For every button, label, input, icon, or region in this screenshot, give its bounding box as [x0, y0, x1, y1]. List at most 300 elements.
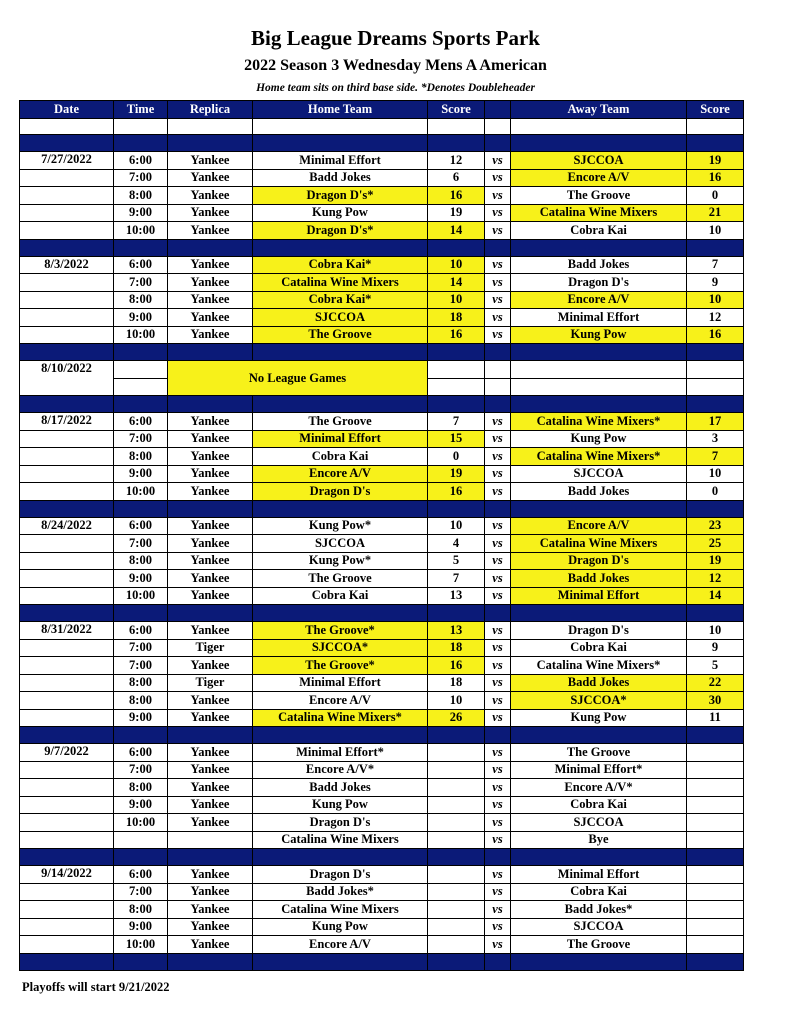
away-team: Kung Pow: [511, 430, 687, 448]
away-score: 9: [687, 274, 744, 292]
page-note: Home team sits on third base side. *Denotes Doubleheader: [256, 82, 535, 94]
away-score: 12: [687, 570, 744, 588]
table-row: [20, 152, 744, 170]
separator-cell: [687, 605, 744, 622]
game-time: 9:00: [114, 570, 168, 588]
blank-cell: [20, 639, 114, 657]
footer-note: Playoffs will start 9/21/2022: [22, 980, 170, 994]
table-row: [20, 483, 744, 501]
blank-cell: [20, 779, 114, 797]
game-replica: Yankee: [168, 622, 253, 640]
separator-cell: [687, 500, 744, 517]
away-score: [687, 761, 744, 779]
blank-cell: [20, 814, 114, 832]
vs-label: vs: [485, 222, 511, 240]
separator-cell: [168, 953, 253, 970]
away-team: Encore A/V: [511, 517, 687, 535]
table-row: [20, 779, 744, 797]
table-row: [20, 761, 744, 779]
away-score: [687, 901, 744, 919]
home-team: Minimal Effort: [253, 430, 428, 448]
separator-cell: [687, 344, 744, 361]
game-date: 8/17/2022: [20, 413, 114, 431]
game-time: 7:00: [114, 657, 168, 675]
game-time: 6:00: [114, 413, 168, 431]
vs-label: vs: [485, 744, 511, 762]
away-score: 5: [687, 657, 744, 675]
away-score: 16: [687, 169, 744, 187]
game-replica: Yankee: [168, 570, 253, 588]
col-home-team-header: Home Team: [253, 101, 428, 119]
blank-cell: [20, 291, 114, 309]
game-time: 6:00: [114, 744, 168, 762]
game-time: 9:00: [114, 918, 168, 936]
separator-cell: [20, 500, 114, 517]
blank-cell: [20, 674, 114, 692]
separator-cell: [114, 500, 168, 517]
home-score: 19: [428, 465, 485, 483]
separator-cell: [687, 953, 744, 970]
separator-cell: [511, 344, 687, 361]
vs-label: vs: [485, 517, 511, 535]
table-row: [20, 866, 744, 884]
blank-cell: [20, 169, 114, 187]
vs-label: vs: [485, 552, 511, 570]
separator-cell: [485, 396, 511, 413]
vs-label: vs: [485, 570, 511, 588]
separator-cell: [428, 396, 485, 413]
home-team: Badd Jokes: [253, 779, 428, 797]
home-team: Dragon D's*: [253, 187, 428, 205]
table-row: [20, 674, 744, 692]
table-row: [20, 657, 744, 675]
game-date: 8/10/2022: [20, 361, 114, 396]
page-title: Big League Dreams Sports Park: [251, 26, 540, 50]
away-team: Minimal Effort: [511, 587, 687, 605]
home-score: 10: [428, 256, 485, 274]
away-score: [687, 814, 744, 832]
home-score: [428, 814, 485, 832]
home-team: Kung Pow: [253, 796, 428, 814]
blank-cell: [20, 796, 114, 814]
week-separator: [20, 344, 744, 361]
table-row: [20, 291, 744, 309]
separator-cell: [428, 849, 485, 866]
game-replica: Yankee: [168, 448, 253, 466]
vs-label: vs: [485, 448, 511, 466]
blank-cell: [20, 587, 114, 605]
home-score: [428, 866, 485, 884]
vs-label: vs: [485, 535, 511, 553]
home-score: [428, 779, 485, 797]
table-row: [20, 361, 744, 379]
table-row: [20, 901, 744, 919]
away-team: Badd Jokes: [511, 570, 687, 588]
game-replica: Yankee: [168, 169, 253, 187]
away-score: 12: [687, 309, 744, 327]
col-away-score-header: Score: [687, 101, 744, 119]
table-row: [20, 465, 744, 483]
table-row: [20, 309, 744, 327]
vs-label: vs: [485, 918, 511, 936]
home-team: Minimal Effort: [253, 674, 428, 692]
col-vs-header: [485, 101, 511, 119]
away-score: [687, 866, 744, 884]
separator-cell: [428, 135, 485, 152]
separator-cell: [511, 727, 687, 744]
blank-cell: [168, 119, 253, 135]
separator-cell: [687, 727, 744, 744]
vs-label: vs: [485, 779, 511, 797]
vs-label: vs: [485, 866, 511, 884]
page-subtitle: 2022 Season 3 Wednesday Mens A American: [244, 57, 547, 74]
home-team: The Groove: [253, 413, 428, 431]
blank-cell: [485, 361, 511, 379]
week-separator: [20, 727, 744, 744]
blank-cell: [253, 119, 428, 135]
separator-cell: [687, 239, 744, 256]
blank-cell: [687, 119, 744, 135]
blank-cell: [20, 483, 114, 501]
home-score: [428, 761, 485, 779]
separator-cell: [253, 605, 428, 622]
home-team: Badd Jokes*: [253, 883, 428, 901]
home-score: [428, 918, 485, 936]
away-score: 10: [687, 291, 744, 309]
separator-cell: [168, 605, 253, 622]
blank-cell: [20, 274, 114, 292]
blank-cell: [20, 187, 114, 205]
away-score: 10: [687, 465, 744, 483]
home-score: 14: [428, 274, 485, 292]
blank-cell: [20, 570, 114, 588]
game-replica: Yankee: [168, 779, 253, 797]
separator-cell: [428, 727, 485, 744]
blank-cell: [485, 119, 511, 135]
home-score: 16: [428, 187, 485, 205]
separator-cell: [511, 135, 687, 152]
away-team: Catalina Wine Mixers*: [511, 657, 687, 675]
game-replica: [168, 831, 253, 849]
col-time-header: Time: [114, 101, 168, 119]
table-row: [20, 570, 744, 588]
separator-cell: [253, 953, 428, 970]
blank-cell: [20, 709, 114, 727]
table-row: [20, 918, 744, 936]
separator-cell: [253, 727, 428, 744]
blank-cell: [20, 119, 114, 135]
game-time: 7:00: [114, 639, 168, 657]
home-team: Dragon D's: [253, 483, 428, 501]
away-team: Badd Jokes*: [511, 901, 687, 919]
separator-cell: [511, 953, 687, 970]
game-replica: Yankee: [168, 692, 253, 710]
vs-label: vs: [485, 430, 511, 448]
table-row: [20, 187, 744, 205]
blank-cell: [20, 309, 114, 327]
away-score: [687, 779, 744, 797]
away-score: 0: [687, 187, 744, 205]
home-score: 0: [428, 448, 485, 466]
blank-cell: [20, 883, 114, 901]
blank-cell: [114, 378, 168, 396]
schedule-table: [19, 100, 744, 971]
away-team: Minimal Effort: [511, 866, 687, 884]
away-score: 9: [687, 639, 744, 657]
table-row: [20, 587, 744, 605]
blank-cell: [20, 552, 114, 570]
home-team: Minimal Effort: [253, 152, 428, 170]
home-team: The Groove*: [253, 622, 428, 640]
table-row: [20, 622, 744, 640]
away-team: Kung Pow: [511, 326, 687, 344]
game-date: 8/24/2022: [20, 517, 114, 535]
away-team: SJCCOA: [511, 814, 687, 832]
away-team: Encore A/V: [511, 169, 687, 187]
week-separator: [20, 605, 744, 622]
home-team: Cobra Kai: [253, 587, 428, 605]
blank-cell: [428, 378, 485, 396]
vs-label: vs: [485, 936, 511, 954]
game-time: 9:00: [114, 465, 168, 483]
table-row: [20, 831, 744, 849]
game-replica: Yankee: [168, 187, 253, 205]
game-time: 10:00: [114, 814, 168, 832]
home-team: Cobra Kai*: [253, 291, 428, 309]
separator-cell: [511, 605, 687, 622]
separator-cell: [485, 239, 511, 256]
game-time: 10:00: [114, 483, 168, 501]
table-row: [20, 709, 744, 727]
no-league-games: No League Games: [168, 361, 428, 396]
separator-cell: [114, 727, 168, 744]
separator-cell: [168, 500, 253, 517]
home-team: Encore A/V*: [253, 761, 428, 779]
game-time: 10:00: [114, 936, 168, 954]
separator-cell: [428, 605, 485, 622]
blank-cell: [20, 901, 114, 919]
game-date: 9/7/2022: [20, 744, 114, 762]
vs-label: vs: [485, 274, 511, 292]
home-team: Catalina Wine Mixers*: [253, 709, 428, 727]
game-replica: Tiger: [168, 674, 253, 692]
table-row: [20, 430, 744, 448]
home-score: 18: [428, 674, 485, 692]
separator-cell: [253, 135, 428, 152]
blank-cell: [20, 222, 114, 240]
away-score: 11: [687, 709, 744, 727]
home-team: Kung Pow: [253, 918, 428, 936]
game-date: 8/31/2022: [20, 622, 114, 640]
vs-label: vs: [485, 883, 511, 901]
away-team: SJCCOA: [511, 152, 687, 170]
away-score: [687, 936, 744, 954]
home-score: 18: [428, 639, 485, 657]
away-score: [687, 744, 744, 762]
home-team: SJCCOA*: [253, 639, 428, 657]
away-team: Cobra Kai: [511, 796, 687, 814]
blank-cell: [20, 465, 114, 483]
away-team: Dragon D's: [511, 274, 687, 292]
vs-label: vs: [485, 465, 511, 483]
home-score: 13: [428, 587, 485, 605]
away-score: 3: [687, 430, 744, 448]
separator-cell: [20, 849, 114, 866]
blank-cell: [687, 361, 744, 379]
game-time: 8:00: [114, 291, 168, 309]
away-team: Bye: [511, 831, 687, 849]
home-score: 18: [428, 309, 485, 327]
table-row: [20, 796, 744, 814]
game-time: 7:00: [114, 274, 168, 292]
vs-label: vs: [485, 674, 511, 692]
away-team: Dragon D's: [511, 552, 687, 570]
blank-cell: [20, 326, 114, 344]
separator-cell: [511, 849, 687, 866]
away-team: Encore A/V*: [511, 779, 687, 797]
vs-label: vs: [485, 326, 511, 344]
game-time: 10:00: [114, 587, 168, 605]
blank-cell: [20, 831, 114, 849]
game-replica: Yankee: [168, 222, 253, 240]
game-time: 7:00: [114, 883, 168, 901]
separator-cell: [428, 953, 485, 970]
separator-cell: [253, 396, 428, 413]
vs-label: vs: [485, 692, 511, 710]
vs-label: vs: [485, 309, 511, 327]
home-team: Badd Jokes: [253, 169, 428, 187]
home-team: Kung Pow: [253, 204, 428, 222]
away-team: Catalina Wine Mixers*: [511, 448, 687, 466]
blank-cell: [20, 204, 114, 222]
vs-label: vs: [485, 709, 511, 727]
away-score: 7: [687, 256, 744, 274]
week-separator: [20, 849, 744, 866]
home-team: The Groove: [253, 326, 428, 344]
game-time: 7:00: [114, 430, 168, 448]
away-team: Encore A/V: [511, 291, 687, 309]
away-team: Badd Jokes: [511, 674, 687, 692]
away-team: Catalina Wine Mixers*: [511, 413, 687, 431]
home-team: Kung Pow*: [253, 552, 428, 570]
separator-cell: [485, 727, 511, 744]
separator-cell: [485, 135, 511, 152]
home-score: 10: [428, 517, 485, 535]
game-time: 8:00: [114, 187, 168, 205]
table-row: [20, 256, 744, 274]
separator-cell: [168, 396, 253, 413]
game-time: 6:00: [114, 622, 168, 640]
away-team: Minimal Effort*: [511, 761, 687, 779]
game-time: 8:00: [114, 901, 168, 919]
game-replica: Yankee: [168, 744, 253, 762]
game-replica: Yankee: [168, 291, 253, 309]
vs-label: vs: [485, 187, 511, 205]
game-replica: Yankee: [168, 309, 253, 327]
away-score: 25: [687, 535, 744, 553]
away-score: 14: [687, 587, 744, 605]
week-separator: [20, 135, 744, 152]
game-replica: Yankee: [168, 814, 253, 832]
home-team: Cobra Kai*: [253, 256, 428, 274]
home-score: 12: [428, 152, 485, 170]
separator-cell: [114, 344, 168, 361]
home-team: SJCCOA: [253, 535, 428, 553]
separator-cell: [114, 135, 168, 152]
game-time: 8:00: [114, 448, 168, 466]
home-score: 7: [428, 570, 485, 588]
home-score: 4: [428, 535, 485, 553]
week-separator: [20, 239, 744, 256]
away-team: Catalina Wine Mixers: [511, 204, 687, 222]
game-replica: Yankee: [168, 256, 253, 274]
game-replica: Yankee: [168, 761, 253, 779]
away-team: SJCCOA*: [511, 692, 687, 710]
table-row: [20, 222, 744, 240]
game-replica: Yankee: [168, 918, 253, 936]
vs-label: vs: [485, 761, 511, 779]
vs-label: vs: [485, 622, 511, 640]
separator-cell: [20, 727, 114, 744]
separator-cell: [485, 849, 511, 866]
home-score: 16: [428, 326, 485, 344]
separator-cell: [114, 239, 168, 256]
game-time: 10:00: [114, 326, 168, 344]
vs-label: vs: [485, 639, 511, 657]
game-replica: Yankee: [168, 413, 253, 431]
home-score: 10: [428, 291, 485, 309]
away-score: [687, 883, 744, 901]
separator-cell: [114, 605, 168, 622]
away-team: Kung Pow: [511, 709, 687, 727]
home-score: [428, 831, 485, 849]
blank-cell: [428, 119, 485, 135]
away-score: 7: [687, 448, 744, 466]
separator-cell: [428, 239, 485, 256]
col-date-header: Date: [20, 101, 114, 119]
table-row: [20, 169, 744, 187]
home-score: 10: [428, 692, 485, 710]
blank-cell: [428, 361, 485, 379]
home-score: 15: [428, 430, 485, 448]
game-date: 8/3/2022: [20, 256, 114, 274]
table-row: [20, 814, 744, 832]
table-row: [20, 883, 744, 901]
blank-cell: [20, 430, 114, 448]
separator-cell: [20, 239, 114, 256]
game-time: 6:00: [114, 517, 168, 535]
home-score: [428, 883, 485, 901]
home-team: Catalina Wine Mixers: [253, 901, 428, 919]
game-replica: Yankee: [168, 883, 253, 901]
separator-cell: [168, 849, 253, 866]
away-score: 19: [687, 152, 744, 170]
vs-label: vs: [485, 483, 511, 501]
home-team: Encore A/V: [253, 465, 428, 483]
separator-cell: [168, 135, 253, 152]
week-separator: [20, 953, 744, 970]
separator-cell: [114, 849, 168, 866]
blank-cell: [485, 378, 511, 396]
vs-label: vs: [485, 152, 511, 170]
table-row: [20, 744, 744, 762]
home-score: 19: [428, 204, 485, 222]
vs-label: vs: [485, 169, 511, 187]
game-time: 7:00: [114, 535, 168, 553]
game-replica: Yankee: [168, 326, 253, 344]
away-score: 16: [687, 326, 744, 344]
separator-cell: [20, 953, 114, 970]
